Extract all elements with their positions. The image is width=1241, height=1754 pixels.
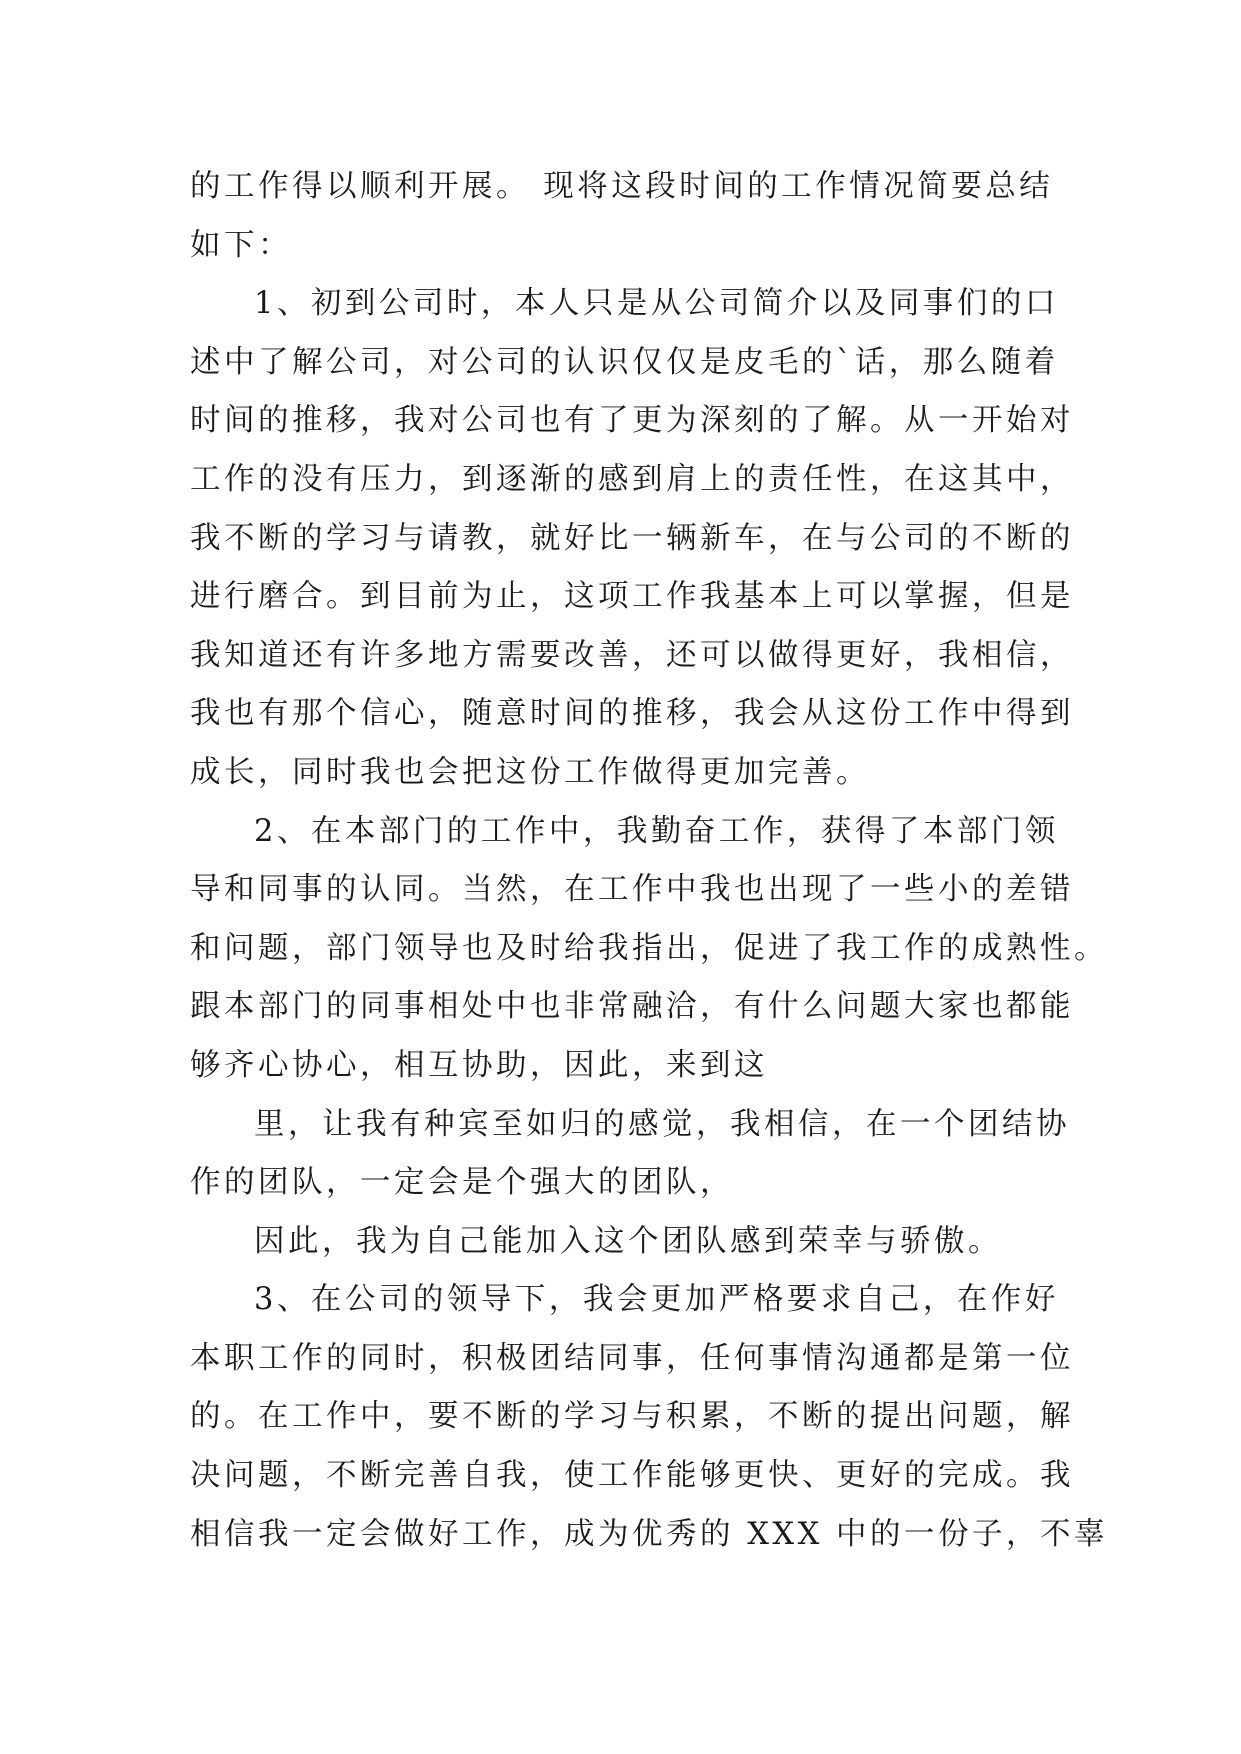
text-line: 成长，同时我也会把这份工作做得更加完善。 xyxy=(190,754,870,790)
text-line: 够齐心协心，相互协助，因此，来到这 xyxy=(190,1047,768,1083)
text-line: 2、在本部门的工作中，我勤奋工作，获得了本部门领 xyxy=(254,813,1059,849)
text-line: 的工作得以顺利开展。 现将这段时间的工作情况简要总结 xyxy=(190,169,1054,204)
text-line: 里，让我有种宾至如归的感觉，我相信，在一个团结协 xyxy=(254,1106,1070,1142)
text-line: 相信我一定会做好工作，成为优秀的 XXX 中的一份子，不辜 xyxy=(190,1516,1109,1552)
document-body xyxy=(190,158,1109,1564)
text-line: 我不断的学习与请教，就好比一辆新车，在与公司的不断的 xyxy=(190,520,1074,556)
text-line: 述中了解公司，对公司的认识仅仅是皮毛的`话，那么随着 xyxy=(190,344,1059,380)
text-line: 工作的没有压力，到逐渐的感到肩上的责任性，在这其中， xyxy=(190,461,1074,497)
text-line: 进行磨合。到目前为止，这项工作我基本上可以掌握，但是 xyxy=(190,579,1074,615)
text-line: 导和同事的认同。当然，在工作中我也出现了一些小的差错 xyxy=(190,872,1074,908)
text-line: 1、初到公司时，本人只是从公司简介以及同事们的口 xyxy=(254,286,1059,322)
text-line: 时间的推移，我对公司也有了更为深刻的了解。从一开始对 xyxy=(190,403,1074,439)
text-line: 跟本部门的同事相处中也非常融洽，有什么问题大家也都能 xyxy=(190,989,1074,1025)
text-line: 决问题，不断完善自我，使工作能够更快、更好的完成。我 xyxy=(190,1458,1074,1494)
text-line: 和问题，部门领导也及时给我指出，促进了我工作的成熟性。 xyxy=(190,930,1108,966)
text-line: 如下： xyxy=(190,227,292,263)
text-line: 的。在工作中，要不断的学习与积累，不断的提出问题，解 xyxy=(190,1399,1074,1435)
text-line: 3、在公司的领导下，我会更加严格要求自己，在作好 xyxy=(254,1282,1059,1318)
text-line: 我也有那个信心，随意时间的推移，我会从这份工作中得到 xyxy=(190,696,1074,732)
text-line: 因此，我为自己能加入这个团队感到荣幸与骄傲。 xyxy=(254,1223,1002,1259)
text-line: 作的团队，一定会是个强大的团队， xyxy=(190,1165,734,1201)
text-line: 本职工作的同时，积极团结同事，任何事情沟通都是第一位 xyxy=(190,1340,1074,1376)
text-line: 我知道还有许多地方需要改善，还可以做得更好，我相信， xyxy=(190,637,1074,673)
